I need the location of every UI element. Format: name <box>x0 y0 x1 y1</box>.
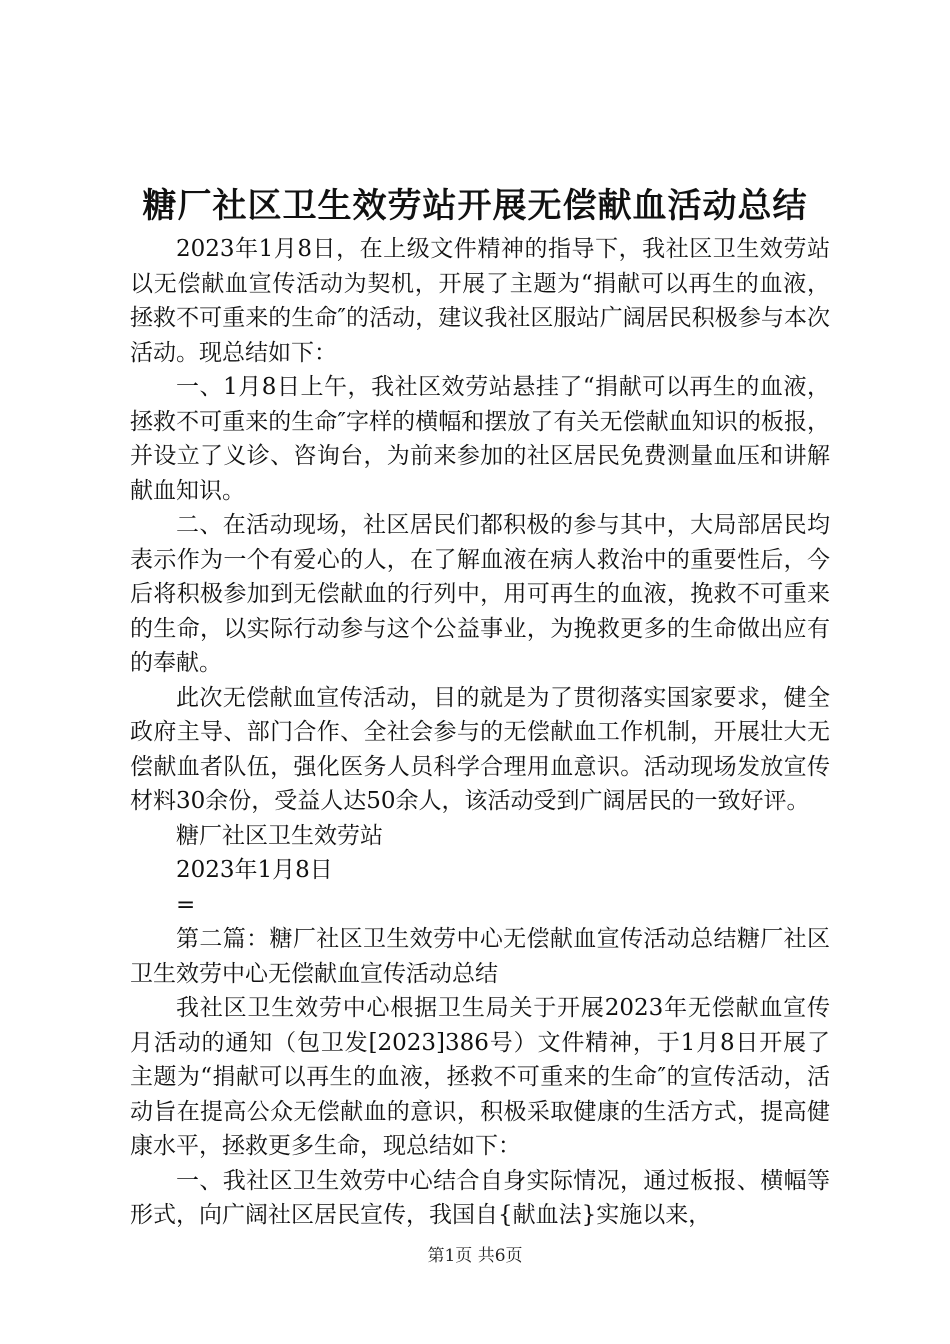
page-number-footer: 第1页 共6页 <box>427 1246 523 1266</box>
paragraph-point-two: 二、在活动现场，社区居民们都积极的参与其中，大局部居民均表示作为一个有爱心的人，在了解血液在病人救治中的重要性后，今后将积极参加到无偿献血的行列中，用可再生的血液，挽救不可重来的生命，以实际行动参与这个公益事业，为挽救更多的生命做出应有的奉献。 <box>130 512 830 676</box>
paragraph-conclusion: 此次无偿献血宣传活动，目的就是为了贯彻落实国家要求，健全政府主导、部门合作、全社会参与的无偿献血工作机制，开展壮大无偿献血者队伍，强化医务人员科学合理用血意识。活动现场发放宣传材料30余份，受益人达50余人，该活动受到广阔居民的一致好评。 <box>130 684 830 814</box>
section-two-point-one: 一、我社区卫生效劳中心结合自身实际情况，通过板报、横幅等形式，向广阔社区居民宣传，我国自{献血法}实施以来， <box>130 1167 830 1228</box>
signature-date: 2023年1月8日 <box>176 857 333 883</box>
document-body <box>130 232 830 1233</box>
paragraph-point-one: 一、1月8日上午，我社区效劳站悬挂了“捐献可以再生的血液，拯救不可重来的生命″字样的横幅和摆放了有关无偿献血知识的板报，并设立了义诊、咨询台，为前来参加的社区居民免费测量血压和讲解献血知识。 <box>130 374 830 504</box>
separator-mark: = <box>176 891 196 918</box>
paragraph-intro: 2023年1月8日，在上级文件精神的指导下，我社区卫生效劳站以无偿献血宣传活动为契机，开展了主题为“捐献可以再生的血液，拯救不可重来的生命″的活动，建议我社区服站广阔居民积极参与本次活动。现总结如下： <box>130 236 830 366</box>
signature-organization: 糖厂社区卫生效劳站 <box>176 822 383 849</box>
document-title: 糖厂社区卫生效劳站开展无偿献血活动总结 <box>142 186 808 226</box>
section-two-heading: 第二篇：糖厂社区卫生效劳中心无偿献血宣传活动总结糖厂社区卫生效劳中心无偿献血宣传活动总结 <box>130 926 830 987</box>
section-two-intro: 我社区卫生效劳中心根据卫生局关于开展2023年无偿献血宣传月活动的通知（包卫发[2023]386号）文件精神，于1月8日开展了主题为“捐献可以再生的血液，拯救不可重来的生命″的宣传活动，活动旨在提高公众无偿献血的意识，积极采取健康的生活方式，提高健康水平，拯救更多生命，现总结如下： <box>130 995 830 1159</box>
